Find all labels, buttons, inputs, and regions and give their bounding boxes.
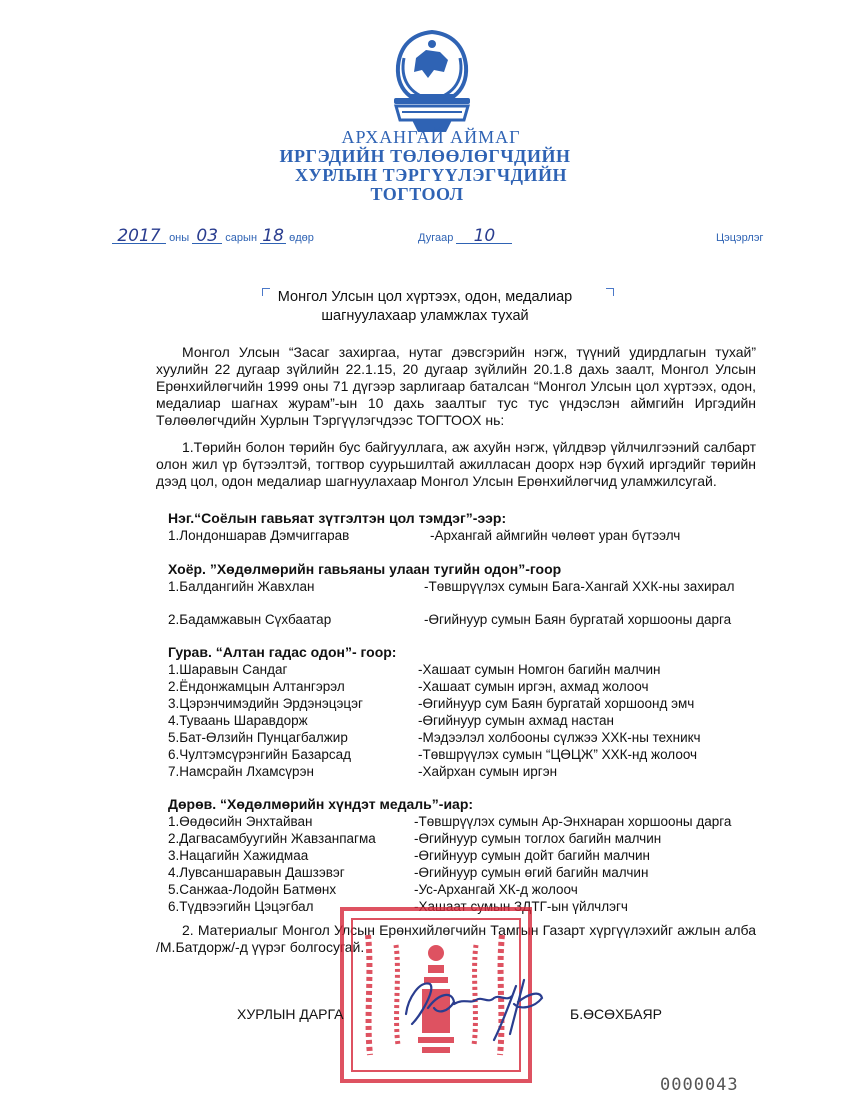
person-description: -Төвшрүүлэх сумын Ар-Энхнаран хоршооны дарга: [414, 814, 732, 829]
date-day: 18: [260, 229, 286, 244]
person-description: -Ус-Архангай ХК-д жолооч: [414, 882, 578, 897]
person-name: 2.Ёндонжамцын Алтангэрэл: [168, 679, 345, 694]
city-name: Цэцэрлэг: [716, 232, 764, 244]
date-month-label: сарын: [225, 232, 258, 244]
person-description: -Хашаат сумын ЗДТГ-ын үйлчлэгч: [414, 899, 628, 914]
signature-title: ХУРЛЫН ДАРГА: [237, 1006, 344, 1022]
section-heading: Хоёр. ”Хөдөлмөрийн гавьяаны улаан тугийн одон”-гоор: [168, 561, 562, 577]
date-month: 03: [192, 229, 222, 244]
person-name: 6.Чултэмсүрэнгийн Базарсад: [168, 747, 352, 762]
signature-icon: [398, 968, 548, 1048]
date-day-label: өдөр: [289, 232, 314, 244]
signatory-name: Б.ӨСӨХБАЯР: [570, 1006, 662, 1022]
document-title-line1: Монгол Улсын цол хүртээх, одон, медалиар: [277, 289, 573, 305]
person-name: 1.Лондоншарав Дэмчиггарав: [168, 528, 350, 543]
section-heading: Гурав. “Алтан гадас одон”- гоор:: [168, 644, 397, 660]
section-heading: Дөрөв. “Хөдөлмөрийн хүндэт медаль”-иар:: [168, 796, 474, 812]
person-description: -Өгийнуур сумын тоглох багийн малчин: [414, 831, 662, 846]
person-description: -Өгийнуур сумын дойт багийн малчин: [414, 848, 651, 863]
intro-paragraph: Монгол Улсын “Засаг захиргаа, нутаг дэвсгэрийн нэгж, түүний удирдлагын тухай” хуулийн 22 дугаар зүйлийн 22.1.15, 20 дугаар зүйлийн 20.1.8 дахь заалт, Монгол Улсын Ерөнхийлөгчийн 1999 оны 71 дүгээр зарлигаар баталсан “Монгол Улсын цол хүртээх, одон, медалиар шагнах журам”-ын 10 дахь заалтыг тус тус үндэслэн аймгийн Иргэдийн Төлөөлөгчдийн Хурлын Тэргүүлэгчдээс ТОГТООХ нь:: [156, 344, 756, 428]
document-type: ТОГТООЛ: [370, 184, 464, 204]
person-name: 5.Бат-Өлзийн Пунцагбалжир: [168, 730, 348, 745]
person-description: -Өгийнуур сумын Баян бургатай хоршооны дарга: [424, 612, 732, 627]
clause-2: 2. Материалыг Монгол Улсын Ерөнхийлөгчийн Тамгын Газарт хүргүүлэхийг ажлын алба /М.Батдорж/-д үүрэг болгосугай.: [156, 922, 756, 955]
person-description: -Мэдээлэл холбооны сүлжээ ХХК-ны техникч: [418, 730, 701, 745]
document-number: 10: [456, 229, 512, 244]
person-name: 5.Санжаа-Лодойн Батмөнх: [168, 882, 337, 897]
person-description: -Төвшрүүлэх сумын “ЦӨЦЖ” ХХК-нд жолооч: [418, 747, 698, 762]
person-name: 2.Дагвасамбуугийн Жавзанпагма: [168, 831, 376, 846]
person-name: 4.Туваань Шаравдорж: [168, 713, 308, 728]
org-name-line1: АРХАНГАЙ АЙМАГ: [341, 127, 521, 147]
person-name: 4.Лувсаншаравын Дашзэвэг: [168, 865, 345, 880]
org-name-line2: ИРГЭДИЙН ТӨЛӨӨЛӨГЧДИЙН: [279, 146, 571, 166]
person-name: 1.Өөдөсийн Энхтайван: [168, 814, 313, 829]
person-description: -Архангай аймгийн чөлөөт уран бүтээлч: [430, 528, 681, 543]
person-description: -Хашаат сумын иргэн, ахмад жолооч: [418, 679, 649, 694]
person-name: 3.Нацагийн Хажидмаа: [168, 848, 309, 863]
person-description: -Өгийнуур сум Баян бургатай хоршоонд эмч: [418, 696, 695, 711]
clause-1: 1.Төрийн болон төрийн бус байгууллага, аж ахуйн нэгж, үйлдвэр үйлчилгээний салбарт олон жил үр бүтээлтэй, тогтвор суурьшилтай ажилласан доорх нэр бүхий иргэдийг төрийн дээд цол, одон медалиар шагнуулахаар Монгол Улсын Ерөнхийлөгчид уламжилсугай.: [156, 439, 756, 489]
number-label: Дугаар: [418, 232, 454, 244]
state-emblem-icon: [382, 28, 482, 136]
date-line: [112, 226, 314, 246]
section-heading: Нэг.“Соёлын гавьяат зүтгэлтэн цол тэмдэг”-ээр:: [168, 510, 507, 526]
person-name: 7.Намсрайн Лхамсүрэн: [168, 764, 314, 779]
date-year: 2017: [112, 229, 166, 244]
person-description: -Хайрхан сумын иргэн: [418, 764, 558, 779]
org-name-line3: ХУРЛЫН ТЭРГҮҮЛЭГЧДИЙН: [295, 165, 567, 185]
person-name: 2.Бадамжавын Сүхбаатар: [168, 612, 332, 627]
person-name: 1.Балдангийн Жавхлан: [168, 579, 315, 594]
serial-number: 0000043: [660, 1075, 739, 1095]
person-description: -Өгийнуур сумын өгий багийн малчин: [414, 865, 649, 880]
person-name: 3.Цэрэнчимэдийн Эрдэнэцэцэг: [168, 696, 363, 711]
person-description: -Хашаат сумын Номгон багийн малчин: [418, 662, 661, 677]
person-name: 1.Шаравын Сандаг: [168, 662, 288, 677]
number-line: [418, 226, 512, 246]
person-description: -Өгийнуур сумын ахмад настан: [418, 713, 614, 728]
date-year-label: оны: [169, 232, 190, 244]
person-name: 6.Түдвээгийн Цэцэгбал: [168, 899, 314, 914]
document-title-line2: шагнуулахаар уламжлах тухай: [321, 308, 529, 324]
person-description: -Төвшрүүлэх сумын Бага-Хангай ХХК-ны захирал: [424, 579, 735, 594]
